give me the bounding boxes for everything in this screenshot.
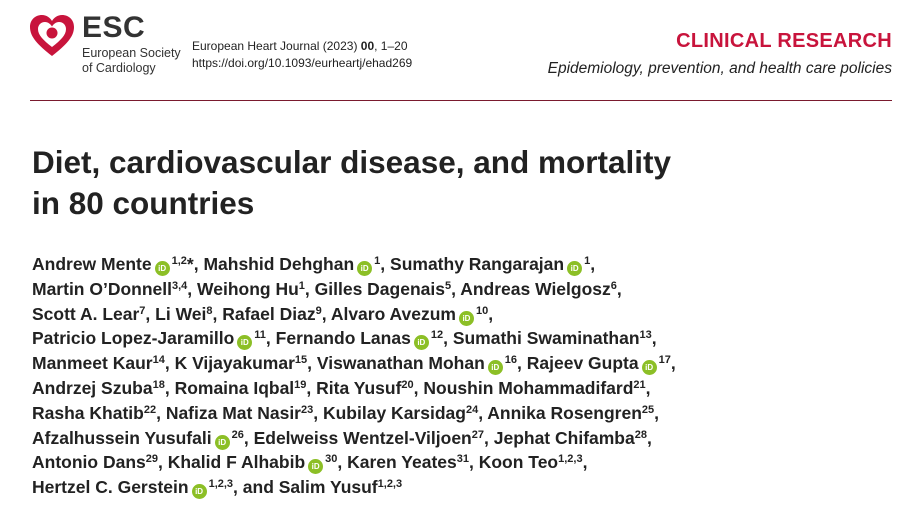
author-separator: , xyxy=(645,377,651,398)
author-separator: , xyxy=(321,303,331,324)
logo-wordmark: ESC xyxy=(82,11,146,44)
journal-name: European Heart Journal (2023) xyxy=(192,39,358,53)
affiliation-marker[interactable]: 15 xyxy=(294,354,308,367)
author-separator: , xyxy=(651,328,657,349)
author-separator: , xyxy=(469,452,479,473)
author-name[interactable]: Romaina Iqbal xyxy=(174,377,295,398)
author-name[interactable]: Martin O’Donnell xyxy=(32,278,172,299)
author-name[interactable]: Sumathy Rangarajan xyxy=(390,254,565,274)
author-separator: , xyxy=(307,353,317,374)
orcid-icon[interactable]: iD xyxy=(567,261,582,276)
orcid-icon[interactable]: iD xyxy=(414,335,429,350)
author-separator: , xyxy=(478,402,488,423)
orcid-icon[interactable]: iD xyxy=(488,360,503,375)
author-name[interactable]: Rita Yusuf xyxy=(316,377,402,398)
author-separator: , xyxy=(488,303,494,324)
affiliation-marker[interactable]: 1,2,3 xyxy=(208,478,234,491)
affiliation-marker[interactable]: 28 xyxy=(634,428,647,441)
author-name[interactable]: K Vijayakumar xyxy=(174,353,295,374)
author-separator: , xyxy=(164,353,175,374)
affiliation-marker[interactable]: 26 xyxy=(231,428,244,441)
author-separator: , xyxy=(451,278,461,299)
affiliation-marker[interactable]: 6 xyxy=(610,279,617,292)
author-separator: , xyxy=(443,328,453,349)
author-name[interactable]: Jephat Chifamba xyxy=(493,427,635,448)
orcid-icon[interactable]: iD xyxy=(308,459,323,474)
author-name[interactable]: Rafael Diaz xyxy=(222,303,316,324)
author-name[interactable]: Alvaro Avezum xyxy=(330,303,456,324)
affiliation-marker[interactable]: 21 xyxy=(633,378,646,391)
affiliation-marker[interactable]: 31 xyxy=(456,453,469,466)
affiliation-marker[interactable]: 12 xyxy=(430,329,444,342)
author-name[interactable]: Scott A. Lear xyxy=(32,303,140,324)
author-separator: , xyxy=(145,303,156,324)
affiliation-marker[interactable]: 1 xyxy=(584,255,591,267)
affiliation-marker[interactable]: 25 xyxy=(641,403,655,416)
affiliation-marker[interactable]: 14 xyxy=(152,354,165,367)
author-name[interactable]: Andreas Wielgosz xyxy=(460,278,611,299)
author-separator: , xyxy=(517,353,527,374)
orcid-icon[interactable]: iD xyxy=(642,360,657,375)
author-separator: , xyxy=(193,254,204,274)
author-name[interactable]: Andrew Mente xyxy=(32,254,152,274)
article-title: Diet, cardiovascular disease, and mortality in 80 countries xyxy=(32,144,672,221)
orcid-icon[interactable]: iD xyxy=(155,261,170,276)
journal-volume: 00 xyxy=(360,39,375,53)
affiliation-marker[interactable]: 27 xyxy=(471,428,484,441)
author-name[interactable]: Patricio Lopez-Jaramillo xyxy=(32,328,235,349)
esc-heart-icon xyxy=(28,14,76,58)
author-name[interactable]: Annika Rosengren xyxy=(487,402,642,423)
author-name[interactable]: Li Wei xyxy=(155,303,207,324)
affiliation-marker[interactable]: 17 xyxy=(658,354,671,367)
author-separator: , xyxy=(158,452,168,473)
author-separator: , xyxy=(187,278,198,299)
orcid-icon[interactable]: iD xyxy=(215,435,230,450)
author-name[interactable]: Nafiza Mat Nasir xyxy=(165,402,301,423)
author-name[interactable]: Hertzel C. Gerstein xyxy=(32,477,189,498)
affiliation-marker[interactable]: 30 xyxy=(325,453,338,466)
author-separator: , xyxy=(616,278,622,299)
author-name[interactable]: Noushin Mohammadifard xyxy=(423,377,634,398)
doi-link[interactable]: https://doi.org/10.1093/eurheartj/ehad269 xyxy=(192,56,413,70)
author-separator: , and xyxy=(233,477,279,498)
author-name[interactable]: Rajeev Gupta xyxy=(526,353,639,374)
header-divider xyxy=(30,100,892,101)
affiliation-marker[interactable]: 24 xyxy=(465,403,479,416)
author-separator: , xyxy=(313,402,323,423)
author-separator: , xyxy=(670,353,676,374)
author-name[interactable]: Antonio Dans xyxy=(32,452,146,473)
society-name: European Society of Cardiology xyxy=(82,46,181,75)
orcid-icon[interactable]: iD xyxy=(357,261,372,276)
author-name[interactable]: Sumathi Swaminathan xyxy=(452,328,640,349)
author-name[interactable]: Karen Yeates xyxy=(347,452,457,473)
author-name[interactable]: Andrzej Szuba xyxy=(32,377,153,398)
article-header xyxy=(0,0,905,100)
author-name[interactable]: Weihong Hu xyxy=(197,278,299,299)
journal-pages: , 1–20 xyxy=(374,39,408,53)
author-name[interactable]: Edelweiss Wentzel-Viljoen xyxy=(253,427,472,448)
journal-citation xyxy=(192,38,412,72)
author-name[interactable]: Koon Teo xyxy=(478,452,559,473)
affiliation-marker[interactable]: 1,2,3 xyxy=(558,453,583,466)
affiliation-marker[interactable]: 23 xyxy=(301,403,314,416)
orcid-icon[interactable]: iD xyxy=(192,484,207,499)
affiliation-marker[interactable]: 29 xyxy=(145,453,158,466)
corresponding-author-mark: * xyxy=(186,254,194,274)
author-name[interactable]: Afzalhussein Yusufali xyxy=(32,427,212,448)
author-separator: , xyxy=(304,278,315,299)
affiliation-marker[interactable]: 16 xyxy=(504,354,518,367)
author-separator: , xyxy=(590,254,596,274)
affiliation-marker[interactable]: 20 xyxy=(401,378,414,391)
author-separator: , xyxy=(164,377,175,398)
author-separator: , xyxy=(156,402,166,423)
author-separator: , xyxy=(306,377,317,398)
author-name[interactable]: Khalid F Alhabib xyxy=(167,452,306,473)
orcid-icon[interactable]: iD xyxy=(459,311,474,326)
author-separator: , xyxy=(484,427,494,448)
affiliation-marker[interactable]: 11 xyxy=(254,329,266,342)
affiliation-marker[interactable]: 5 xyxy=(444,279,452,292)
affiliation-marker[interactable]: 13 xyxy=(639,329,652,342)
affiliation-marker[interactable]: 18 xyxy=(152,378,165,391)
orcid-icon[interactable]: iD xyxy=(237,335,252,350)
affiliation-marker[interactable]: 19 xyxy=(294,378,307,391)
author-separator: , xyxy=(654,402,660,423)
section-label: CLINICAL RESEARCH xyxy=(676,30,892,52)
affiliation-marker[interactable]: 8 xyxy=(206,304,213,317)
author-separator: , xyxy=(582,452,588,473)
author-separator: , xyxy=(413,377,424,398)
author-name[interactable]: Manmeet Kaur xyxy=(32,353,153,374)
affiliation-marker[interactable]: 1 xyxy=(298,279,305,292)
author-name[interactable]: Fernando Lanas xyxy=(275,328,411,349)
author-separator: , xyxy=(265,328,276,349)
author-separator: , xyxy=(380,254,391,274)
author-separator: , xyxy=(243,427,254,448)
affiliation-marker[interactable]: 1,2 xyxy=(171,255,187,267)
affiliation-marker[interactable]: 9 xyxy=(315,304,322,317)
subsection-label: Epidemiology, prevention, and health care policies xyxy=(547,60,892,77)
author-list xyxy=(32,252,902,500)
author-separator: , xyxy=(212,303,223,324)
affiliation-marker[interactable]: 10 xyxy=(475,304,489,317)
author-separator: , xyxy=(337,452,348,473)
author-name[interactable]: Mahshid Dehghan xyxy=(203,254,355,274)
author-name[interactable]: Kubilay Karsidag xyxy=(322,402,466,423)
affiliation-marker[interactable]: 7 xyxy=(139,304,146,317)
affiliation-marker[interactable]: 1,2,3 xyxy=(377,478,403,491)
author-name[interactable]: Viswanathan Mohan xyxy=(316,353,485,374)
author-name[interactable]: Salim Yusuf xyxy=(278,477,378,498)
author-separator: , xyxy=(646,427,652,448)
affiliation-marker[interactable]: 22 xyxy=(143,403,157,416)
author-name[interactable]: Rasha Khatib xyxy=(32,402,144,423)
author-name[interactable]: Gilles Dagenais xyxy=(314,278,445,299)
affiliation-marker[interactable]: 3,4 xyxy=(172,279,188,292)
affiliation-marker[interactable]: 1 xyxy=(374,255,381,267)
